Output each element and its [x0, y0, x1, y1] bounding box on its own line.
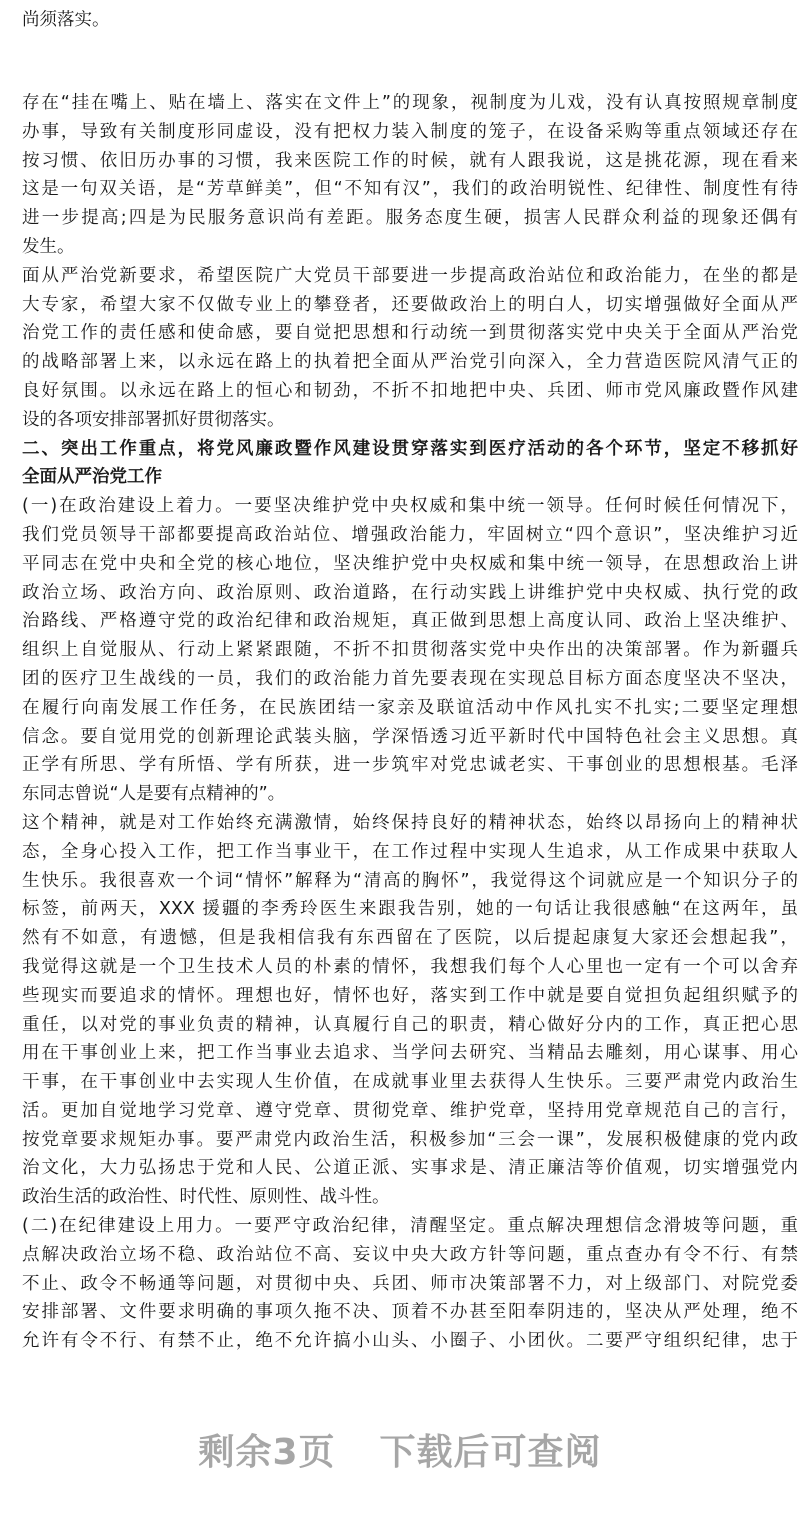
section-heading [22, 435, 798, 493]
text-line: 政治生活的政治性、时代性、原则性、战斗性。 [22, 1187, 390, 1208]
paragraph [22, 89, 798, 262]
download-prompt[interactable] [0, 1424, 800, 1475]
text-line: 这个精神，就是对工作始终充满激情，始终保持良好的精神状态，始终以昂扬向上的精神状 [22, 812, 798, 833]
document-body [22, 89, 798, 1356]
previous-paragraph-fragment: 尚须落实。 [22, 10, 110, 30]
text-line: 用在干事创业上来，把工作当事业去追求、当学问去研究、当精品去雕刻，用心谋事、用心 [22, 1043, 798, 1064]
text-line: 生快乐。我很喜欢一个词“情怀”解释为“清高的胸怀”，我觉得这个词就应是一个知识分子的 [22, 870, 798, 891]
text-line: 按党章要求规矩办事。要严肃党内政治生活，积极参加“三会一课”，发展积极健康的党内政 [22, 1129, 798, 1150]
text-line: 态，全身心投入工作，把工作当事业干，在工作过程中实现人生追求，从工作成果中获取人 [22, 841, 798, 862]
text-line: 然有不如意，有遗憾，但是我相信我有东西留在了医院，以后提起康复大家还会想起我”， [22, 928, 798, 949]
text-line: 活。更加自觉地学习党章、遵守党章、贯彻党章、维护党章，坚持用党章规范自己的言行， [22, 1100, 798, 1121]
text-line: 治文化，大力弘扬忠于党和人民、公道正派、实事求是、清正廉洁等价值观，切实增强党内 [22, 1158, 798, 1179]
text-line: 重任，以对党的事业负责的精神，认真履行自己的职责，精心做好分内的工作，真正把心思 [22, 1014, 798, 1035]
text-line: 良好氛围。以永远在路上的恒心和韧劲，不折不扣地把中央、兵团、师市党风廉政暨作风建 [22, 380, 798, 401]
text-line: 治党工作的责任感和使命感，要自觉把思想和行动统一到贯彻落实党中央关于全面从严治党 [22, 323, 798, 344]
text-line: 的战略部署上来，以永远在路上的执着把全面从严治党引向深入，全力营造医院风清气正的 [22, 352, 798, 373]
paragraph [22, 809, 798, 1212]
text-line: 大专家，希望大家不仅做专业上的攀登者，还要做政治上的明白人，切实增强做好全面从严 [22, 294, 798, 315]
text-line: 全面从严治党工作 [22, 467, 162, 488]
text-line: 不止、政令不畅通等问题，对贯彻中央、兵团、师市决策部署不力，对上级部门、对院党委 [22, 1273, 798, 1294]
text-line: 办事，导致有关制度形同虚设，没有把权力装入制度的笼子，在设备采购等重点领域还存在 [22, 121, 798, 142]
text-line: 存在“挂在嘴上、贴在墙上、落实在文件上”的现象，视制度为儿戏，没有认真按照规章制度 [22, 93, 798, 113]
paragraph [22, 1212, 798, 1356]
text-line: 面从严治党新要求，希望医院广大党员干部要进一步提高政治站位和政治能力，在坐的都是 [22, 265, 798, 286]
text-line: (二)在纪律建设上用力。一要严守政治纪律，清醒坚定。重点解决理想信念滑坡等问题，重 [22, 1216, 798, 1237]
text-line: 在履行向南发展工作任务，在民族团结一家亲及联谊活动中作风扎实不扎实;二要坚定理想 [22, 697, 798, 718]
download-to-view-label[interactable]: 下载后可查阅 [379, 1432, 602, 1473]
text-line: 点解决政治立场不稳、政治站位不高、妄议中央大政方针等问题，重点查办有令不行、有禁 [22, 1244, 798, 1265]
text-line: 些现实而要追求的情怀。理想也好，情怀也好，落实到工作中就是要自觉担负起组织赋予的 [22, 985, 798, 1006]
paragraph [22, 492, 798, 809]
text-line: 我觉得这就是一个卫生技术人员的朴素的情怀，我想我们每个人心里也一定有一个可以舍弃 [22, 956, 798, 977]
text-line: 组织上自觉服从、行动上紧紧跟随，不折不扣贯彻落实党中央作出的决策部署。作为新疆兵 [22, 640, 798, 661]
text-line: 标签，前两天，XXX 援疆的李秀玲医生来跟我告别，她的一句话让我很感触“在这两年，虽 [22, 899, 798, 920]
text-line: 这是一句双关语，是“芳草鲜美”，但“不知有汉”，我们的政治明锐性、纪律性、制度性有待 [22, 179, 798, 200]
text-line: 正学有所思、学有所悟、学有所获，进一步筑牢对党忠诚老实、干事创业的思想根基。毛泽 [22, 755, 798, 776]
text-line: 设的各项安排部署抓好贯彻落实。 [22, 409, 285, 430]
text-line: 安排部署、文件要求明确的事项久拖不决、顶着不办甚至阳奉阴违的，坚决从严处理，绝不 [22, 1302, 798, 1323]
text-line: 发生。 [22, 236, 75, 257]
text-line: (一)在政治建设上着力。一要坚决维护党中央权威和集中统一领导。任何时候任何情况下， [22, 496, 798, 517]
text-line: 干事，在干事创业中去实现人生价值，在成就事业里去获得人生快乐。三要严肃党内政治生 [22, 1072, 798, 1093]
text-line: 治路线、严格遵守党的政治纪律和政治规矩，真正做到思想上高度认同、政治上坚决维护、 [22, 611, 798, 632]
text-line: 信念。要自觉用党的创新理论武装头脑，学深悟透习近平新时代中国特色社会主义思想。真 [22, 726, 798, 747]
text-line: 二、突出工作重点，将党风廉政暨作风建设贯穿落实到医疗活动的各个环节，坚定不移抓好 [22, 438, 798, 459]
text-line: 我们党员领导干部都要提高政治站位、增强政治能力，牢固树立“四个意识”，坚决维护习近 [22, 524, 798, 545]
text-line: 政治立场、政治方向、政治原则、政治道路，在行动实践上讲维护党中央权威、执行党的政 [22, 582, 798, 603]
text-line: 平同志在党中央和全党的核心地位，坚决维护党中央权威和集中统一领导，在思想政治上讲 [22, 553, 798, 574]
text-line: 按习惯、依旧历办事的习惯，我来医院工作的时候，就有人跟我说，这是挑花源，现在看来 [22, 150, 798, 171]
text-line: 团的医疗卫生战线的一员，我们的政治能力首先要表现在实现总目标方面态度坚决不坚决， [22, 668, 798, 689]
text-line: 进一步提高;四是为民服务意识尚有差距。服务态度生硬，损害人民群众利益的现象还偶有 [22, 208, 798, 229]
text-line: 允许有令不行、有禁不止，绝不允许搞小山头、小圈子、小团伙。二要严守组织纪律，忠于 [22, 1331, 798, 1352]
paragraph [22, 262, 798, 435]
remaining-pages-label[interactable]: 剩余3页 [198, 1432, 336, 1473]
text-line: 东同志曾说“人是要有点精神的”。 [22, 784, 286, 805]
